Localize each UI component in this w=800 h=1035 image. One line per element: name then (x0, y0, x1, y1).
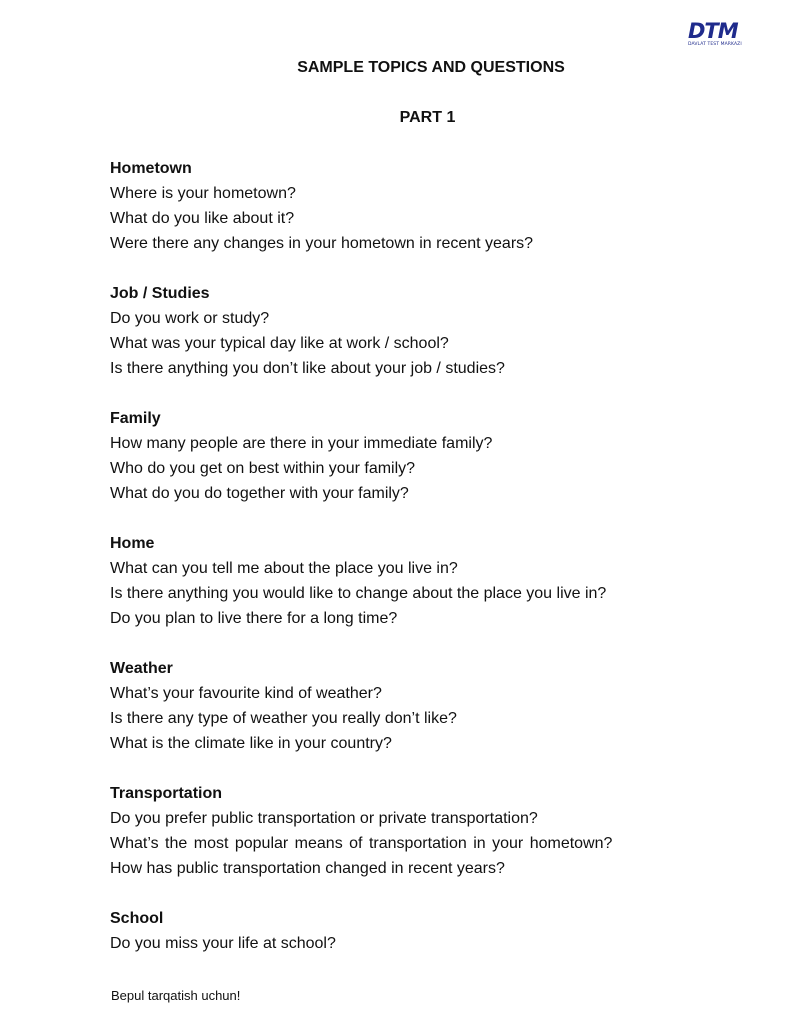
question: Were there any changes in your hometown in recent years? (110, 235, 534, 252)
topic-heading: Job / Studies (110, 285, 210, 302)
topic-section-hometown (110, 156, 690, 256)
topic-section-job-studies (110, 281, 690, 381)
part-title: PART 1 (399, 109, 456, 126)
question: Who do you get on best within your family? (110, 460, 416, 477)
question: Do you work or study? (110, 310, 270, 327)
topic-heading: Family (110, 410, 161, 427)
topics-list (110, 156, 690, 981)
topic-section-weather (110, 656, 690, 756)
question: Do you plan to live there for a long time? (110, 610, 398, 627)
topic-section-transportation (110, 781, 690, 881)
topic-heading: Home (110, 535, 155, 552)
question: Is there any type of weather you really don’t like? (110, 710, 457, 727)
topic-heading: Weather (110, 660, 173, 677)
document-title: SAMPLE TOPICS AND QUESTIONS (297, 59, 565, 76)
topic-heading: School (110, 910, 164, 927)
question: What can you tell me about the place you live in? (110, 560, 458, 577)
logo-subtitle: DAVLAT TEST MARKAZI (688, 42, 742, 47)
question: Do you miss your life at school? (110, 935, 336, 952)
question: What’s your favourite kind of weather? (110, 685, 382, 702)
dtm-logo (688, 20, 744, 50)
topic-heading: Hometown (110, 160, 192, 177)
logo-wordmark: DTM (688, 19, 738, 43)
question: Is there anything you don’t like about your job / studies? (110, 360, 505, 377)
topic-section-school (110, 906, 690, 956)
question: Is there anything you would like to change about the place you live in? (110, 585, 607, 602)
question: What’s the most popular means of transportation in your hometown? (110, 835, 613, 852)
question: What do you do together with your family? (110, 485, 409, 502)
footer-note: Bepul tarqatish uchun! (111, 988, 241, 1003)
question: How many people are there in your immediate family? (110, 435, 493, 452)
topic-section-home (110, 531, 690, 631)
question: What do you like about it? (110, 210, 295, 227)
question: Do you prefer public transportation or private transportation? (110, 810, 538, 827)
topic-heading: Transportation (110, 785, 223, 802)
question: Where is your hometown? (110, 185, 296, 202)
question: What was your typical day like at work / school? (110, 335, 449, 352)
question: How has public transportation changed in recent years? (110, 860, 505, 877)
topic-section-family (110, 406, 690, 506)
question: What is the climate like in your country? (110, 735, 392, 752)
